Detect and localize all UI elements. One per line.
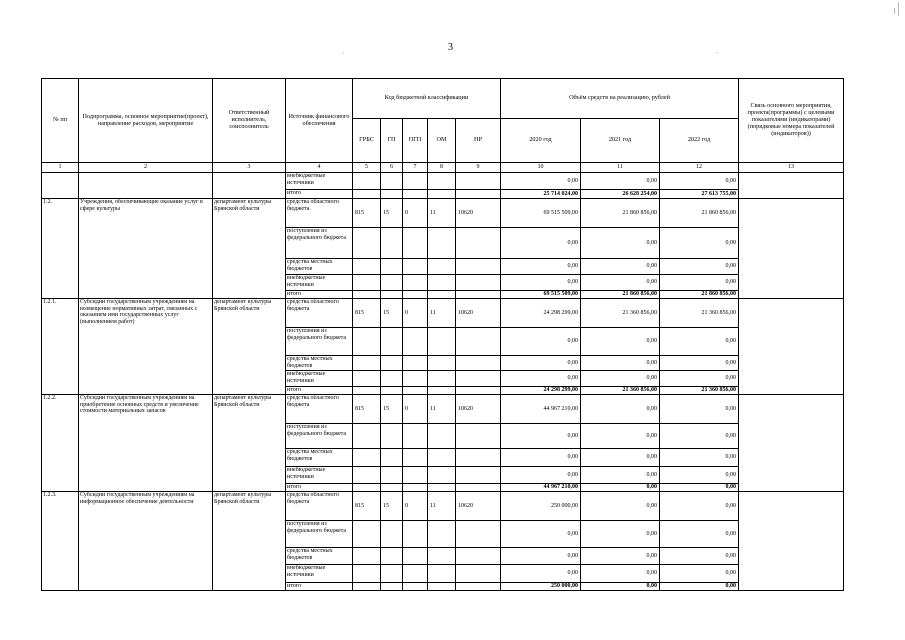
amount-2021: 0,00: [581, 228, 660, 259]
code-gp: 15: [381, 299, 403, 328]
amount-2021: 0,00: [581, 395, 660, 424]
source-cell: внебюджетные источники: [286, 565, 353, 583]
item-executor: департамент культуры Брянской области: [213, 199, 286, 299]
amount-2020: 25 714 024,00: [501, 190, 581, 199]
code-grbs: 815: [353, 299, 381, 328]
amount-2022: 21 360 856,00: [660, 387, 739, 395]
amount-2020: 0,00: [501, 449, 581, 467]
source-cell: поступления из федерального бюджета: [286, 424, 353, 449]
code-pgp: 0: [403, 492, 428, 521]
item-executor: департамент культуры Брянской области: [213, 395, 286, 492]
amount-2020: 0,00: [501, 356, 581, 371]
amount-2021: 0,00: [581, 356, 660, 371]
amount-2022: 0,00: [660, 173, 739, 190]
amount-2021: 21 360 856,00: [581, 299, 660, 328]
amount-2022: 0,00: [660, 484, 739, 492]
code-gp: 15: [381, 395, 403, 424]
amount-2021: 0,00: [581, 371, 660, 387]
code-om: 11: [428, 395, 456, 424]
amount-2022: 0,00: [660, 583, 739, 591]
header-num: № пп: [42, 79, 79, 163]
source-cell: средства местных бюджетов: [286, 259, 353, 275]
amount-2022: 0,00: [660, 259, 739, 275]
source-cell: внебюджетные источники: [286, 467, 353, 484]
amount-2022: 0,00: [660, 395, 739, 424]
amount-2020: 0,00: [501, 228, 581, 259]
column-number-row: [42, 163, 844, 173]
amount-2021: 0,00: [581, 548, 660, 565]
source-cell: внебюджетные источники: [286, 275, 353, 291]
header-om: ОМ: [428, 119, 456, 163]
indicator-link: [739, 395, 844, 492]
amount-2020: 24 298 299,00: [501, 299, 581, 328]
amount-2022: 0,00: [660, 275, 739, 291]
amount-2021: 0,00: [581, 449, 660, 467]
item-executor: департамент культуры Брянской области: [213, 492, 286, 591]
code-pgp: 0: [403, 395, 428, 424]
budget-table: [41, 78, 844, 591]
amount-2021: 21 860 856,00: [581, 199, 660, 228]
col-number: 12: [660, 163, 739, 173]
col-number: 8: [428, 163, 456, 173]
col-number: 13: [739, 163, 844, 173]
amount-2021: 0,00: [581, 484, 660, 492]
amount-2022: 0,00: [660, 492, 739, 521]
source-cell: внебюджетные источники: [286, 173, 353, 190]
item-number: 1.2.2.: [42, 395, 79, 492]
table-row: [42, 199, 844, 228]
amount-2022: 21 860 856,00: [660, 199, 739, 228]
item-name: Учреждения, обеспечивающие оказание услуг в сфере культуры: [79, 199, 213, 299]
amount-2021: 0,00: [581, 173, 660, 190]
header-2021: 2021 год: [581, 119, 660, 163]
indicator-link: [739, 492, 844, 591]
code-grbs: 815: [353, 199, 381, 228]
header-executor: Ответственный исполнитель, соисполнитель: [213, 79, 286, 163]
col-number: 7: [403, 163, 428, 173]
amount-2020: 250 000,00: [501, 492, 581, 521]
header-name: Подпрограмма, основное мероприятие(проект), направление расходов, мероприятие: [79, 79, 213, 163]
amount-2020: 0,00: [501, 259, 581, 275]
amount-2020: 0,00: [501, 328, 581, 356]
header-pgp: ПГП: [403, 119, 428, 163]
amount-2021: 0,00: [581, 424, 660, 449]
amount-2022: 0,00: [660, 467, 739, 484]
amount-2021: 26 628 254,00: [581, 190, 660, 199]
amount-2020: 0,00: [501, 467, 581, 484]
amount-2021: 0,00: [581, 565, 660, 583]
amount-2022: 0,00: [660, 548, 739, 565]
amount-2020: 44 967 210,00: [501, 395, 581, 424]
col-number: 10: [501, 163, 581, 173]
amount-2022: 0,00: [660, 521, 739, 548]
col-number: 2: [79, 163, 213, 173]
header-budget-code: Код бюджетной классификации: [353, 79, 501, 119]
amount-2021: 21 860 856,00: [581, 291, 660, 299]
item-name: Субсидии государственным учреждениям на информационное обеспечение деятельности: [79, 492, 213, 591]
amount-2021: 0,00: [581, 583, 660, 591]
source-cell: средства областного бюджета: [286, 299, 353, 328]
source-cell: средства местных бюджетов: [286, 356, 353, 371]
amount-2020: 250 000,00: [501, 583, 581, 591]
margin-mark: [898, 2, 899, 16]
header-np: НР: [456, 119, 501, 163]
amount-2020: 69 515 509,00: [501, 199, 581, 228]
source-cell: внебюджетные источники: [286, 371, 353, 387]
amount-2021: 0,00: [581, 275, 660, 291]
table-row: [42, 173, 844, 190]
source-cell: поступления из федерального бюджета: [286, 521, 353, 548]
table-row: [42, 492, 844, 521]
amount-2020: 0,00: [501, 173, 581, 190]
amount-2022: 0,00: [660, 371, 739, 387]
margin-mark: [894, 8, 895, 14]
table-row: [42, 395, 844, 424]
amount-2022: 27 613 755,00: [660, 190, 739, 199]
code-om: 11: [428, 492, 456, 521]
code-grbs: 815: [353, 395, 381, 424]
amount-2020: 0,00: [501, 548, 581, 565]
source-cell: средства местных бюджетов: [286, 449, 353, 467]
source-cell: поступления из федерального бюджета: [286, 228, 353, 259]
scan-dot: .: [716, 46, 718, 55]
header-volume: Объём средств на реализацию, рублей: [501, 79, 739, 119]
indicator-link: [739, 199, 844, 299]
amount-2021: 0,00: [581, 492, 660, 521]
code-np: 10620: [456, 395, 501, 424]
item-number: 1.2.: [42, 199, 79, 299]
amount-2020: 0,00: [501, 275, 581, 291]
amount-2020: 0,00: [501, 371, 581, 387]
header-gp: ГП: [381, 119, 403, 163]
code-pgp: 0: [403, 299, 428, 328]
amount-2021: 0,00: [581, 328, 660, 356]
amount-2022: 0,00: [660, 449, 739, 467]
source-cell: итого: [286, 190, 353, 199]
amount-2022: 21 360 856,00: [660, 299, 739, 328]
amount-2020: 0,00: [501, 424, 581, 449]
item-number: 1.2.3.: [42, 492, 79, 591]
amount-2022: 0,00: [660, 424, 739, 449]
amount-2021: 21 360 856,00: [581, 387, 660, 395]
page-number: 3: [448, 42, 453, 53]
header-2020: 2020 год: [501, 119, 581, 163]
amount-2022: 21 860 856,00: [660, 291, 739, 299]
amount-2021: 0,00: [581, 467, 660, 484]
source-cell: средства областного бюджета: [286, 395, 353, 424]
source-cell: итого: [286, 387, 353, 395]
amount-2020: 44 967 210,00: [501, 484, 581, 492]
indicator-link: [739, 299, 844, 395]
amount-2022: 0,00: [660, 228, 739, 259]
source-cell: итого: [286, 291, 353, 299]
col-number: 9: [456, 163, 501, 173]
amount-2020: 24 298 299,00: [501, 387, 581, 395]
amount-2021: 0,00: [581, 259, 660, 275]
source-cell: поступления из федерального бюджета: [286, 328, 353, 356]
code-gp: 15: [381, 492, 403, 521]
col-number: 1: [42, 163, 79, 173]
scan-dot: .: [342, 46, 344, 55]
amount-2020: 0,00: [501, 565, 581, 583]
table-row: [42, 299, 844, 328]
amount-2020: 69 515 509,00: [501, 291, 581, 299]
col-number: 4: [286, 163, 353, 173]
code-grbs: 815: [353, 492, 381, 521]
code-np: 10620: [456, 492, 501, 521]
source-cell: средства местных бюджетов: [286, 548, 353, 565]
code-np: 10620: [456, 199, 501, 228]
amount-2020: 0,00: [501, 521, 581, 548]
source-cell: итого: [286, 484, 353, 492]
item-number: 1.2.1.: [42, 299, 79, 395]
col-number: 3: [213, 163, 286, 173]
source-cell: итого: [286, 583, 353, 591]
source-cell: средства областного бюджета: [286, 492, 353, 521]
header-2022: 2022 год: [660, 119, 739, 163]
code-np: 10620: [456, 299, 501, 328]
code-pgp: 0: [403, 199, 428, 228]
item-name: Субсидии государственным учреждениям на возмещение нормативных затрат, связанных с оказанием ими государственных услуг (выполнением работ): [79, 299, 213, 395]
col-number: 11: [581, 163, 660, 173]
source-cell: средства областного бюджета: [286, 199, 353, 228]
code-om: 11: [428, 199, 456, 228]
amount-2022: 0,00: [660, 565, 739, 583]
code-gp: 15: [381, 199, 403, 228]
code-om: 11: [428, 299, 456, 328]
item-executor: департамент культуры Брянской области: [213, 299, 286, 395]
col-number: 6: [381, 163, 403, 173]
amount-2021: 0,00: [581, 521, 660, 548]
amount-2022: 0,00: [660, 328, 739, 356]
header-grbs: ГРБС: [353, 119, 381, 163]
header-link: Связь основного мероприятия, проекта(программы) с целевыми показателями (индикаторами) (порядковые номера показателей (индикаторов)): [739, 79, 844, 163]
col-number: 5: [353, 163, 381, 173]
amount-2022: 0,00: [660, 356, 739, 371]
header-source: Источник финансового обеспечения: [286, 79, 353, 163]
item-name: Субсидии государственным учреждениям на приобретение основных средств и увеличение стоимости материальных запасов: [79, 395, 213, 492]
